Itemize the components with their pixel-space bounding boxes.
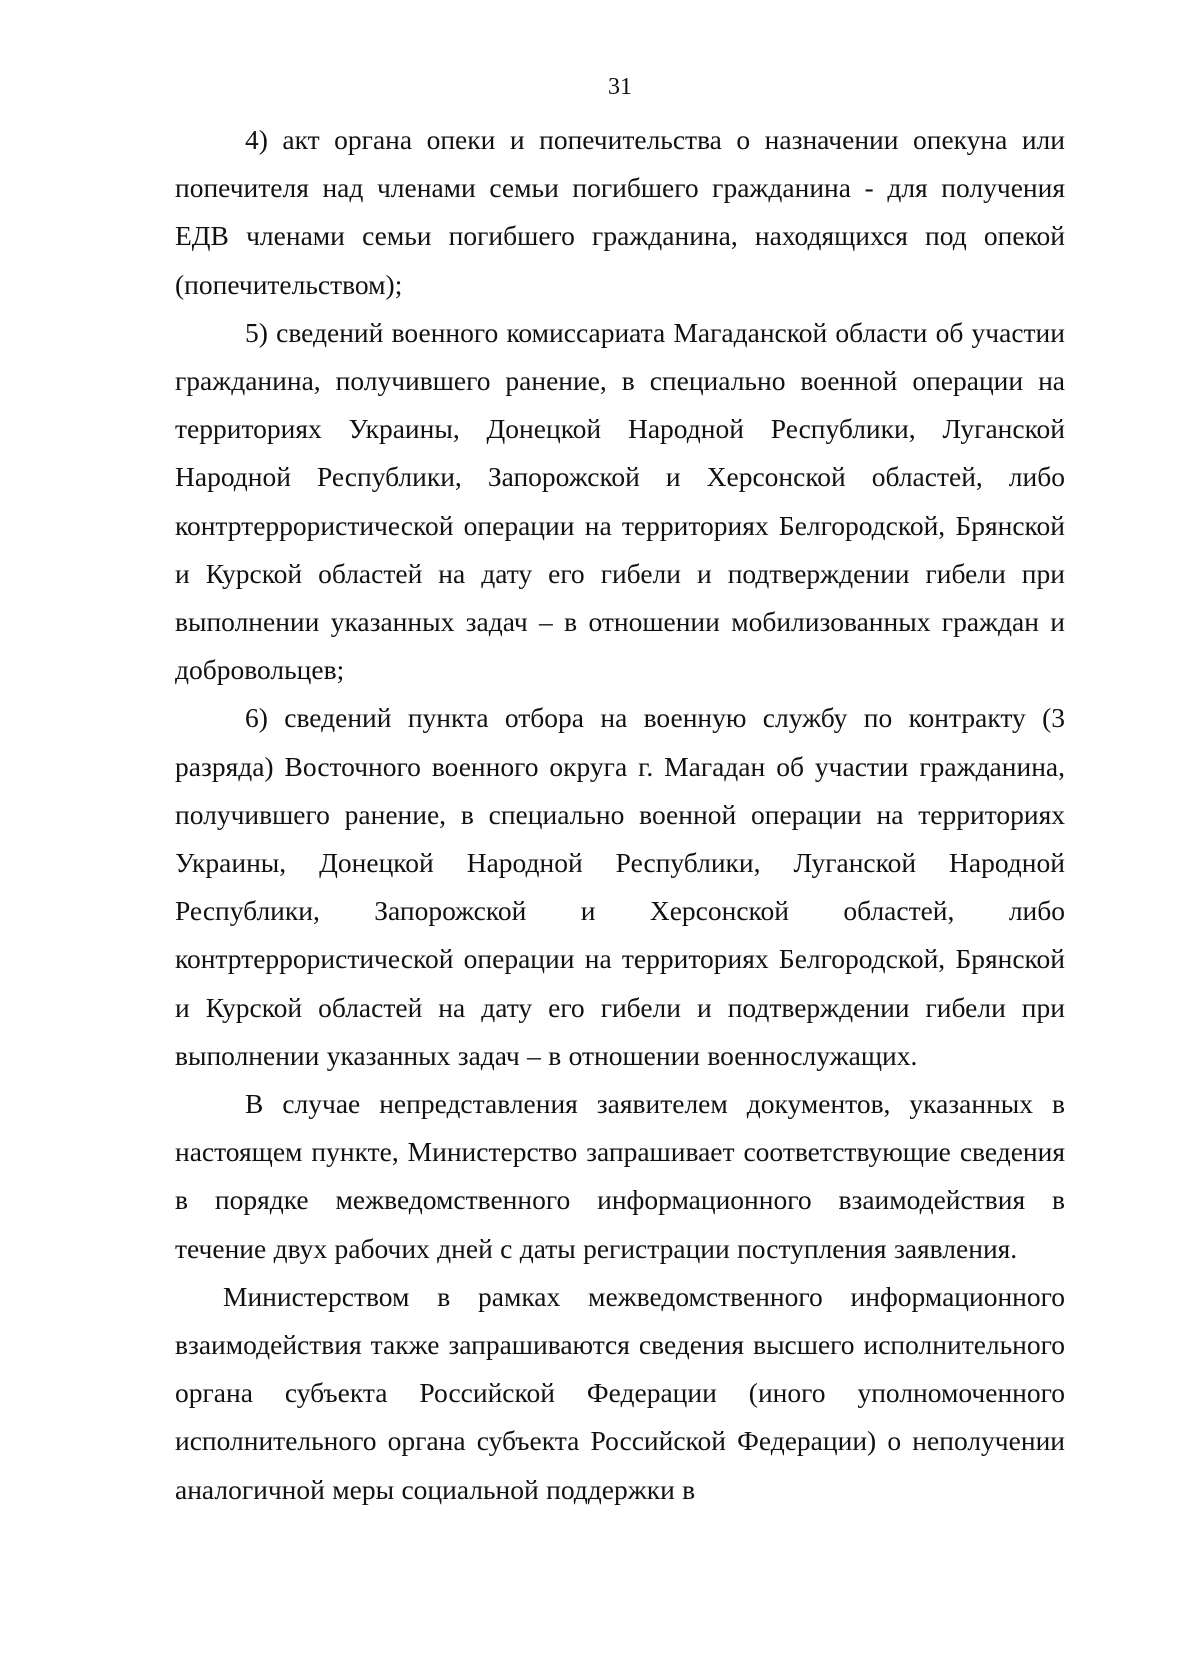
paragraph-interagency-request: Министерством в рамках межведомственного информационного взаимодействия также запрашиваются сведения высшего исполнительного органа субъекта Российской Федерации (иного уполномоченного исполнительного органа субъекта Российской Федерации) о неполучении аналогичной меры социальной поддержки в <box>175 1280 1065 1505</box>
document-body <box>175 116 1065 1514</box>
paragraph-item-4: 4) акт органа опеки и попечительства о назначении опекуна или попечителя над членами семьи погибшего гражданина - для получения ЕДВ членами семьи погибшего гражданина, находящихся под опекой (попечительством); <box>175 124 1065 300</box>
paragraph-item-6: 6) сведений пункта отбора на военную службу по контракту (3 разряда) Восточного военного округа г. Магадан об участии гражданина, получившего ранение, в специально военной операции на территориях Украины, Донецкой Народной Республики, Луганской Народной Республики, Запорожской и Херсонской областей, либо контртеррористической операции на территориях Белгородской, Брянской и Курской областей на дату его гибели и подтверждении гибели при выполнении указанных задач – в отношении военнослужащих. <box>175 702 1065 1071</box>
page-number: 31 <box>608 74 632 100</box>
paragraph-item-5: 5) сведений военного комиссариата Магаданской области об участии гражданина, получившего ранение, в специально военной операции на территориях Украины, Донецкой Народной Республики, Луганской Народной Республики, Запорожской и Херсонской областей, либо контртеррористической операции на территориях Белгородской, Брянской и Курской областей на дату его гибели и подтверждении гибели при выполнении указанных задач – в отношении мобилизованных граждан и добровольцев; <box>175 316 1065 686</box>
paragraph-request-note: В случае непредставления заявителем документов, указанных в настоящем пункте, Министерство запрашивает соответствующие сведения в порядке межведомственного информационного взаимодействия в течение двух рабочих дней с даты регистрации поступления заявления. <box>175 1088 1065 1264</box>
